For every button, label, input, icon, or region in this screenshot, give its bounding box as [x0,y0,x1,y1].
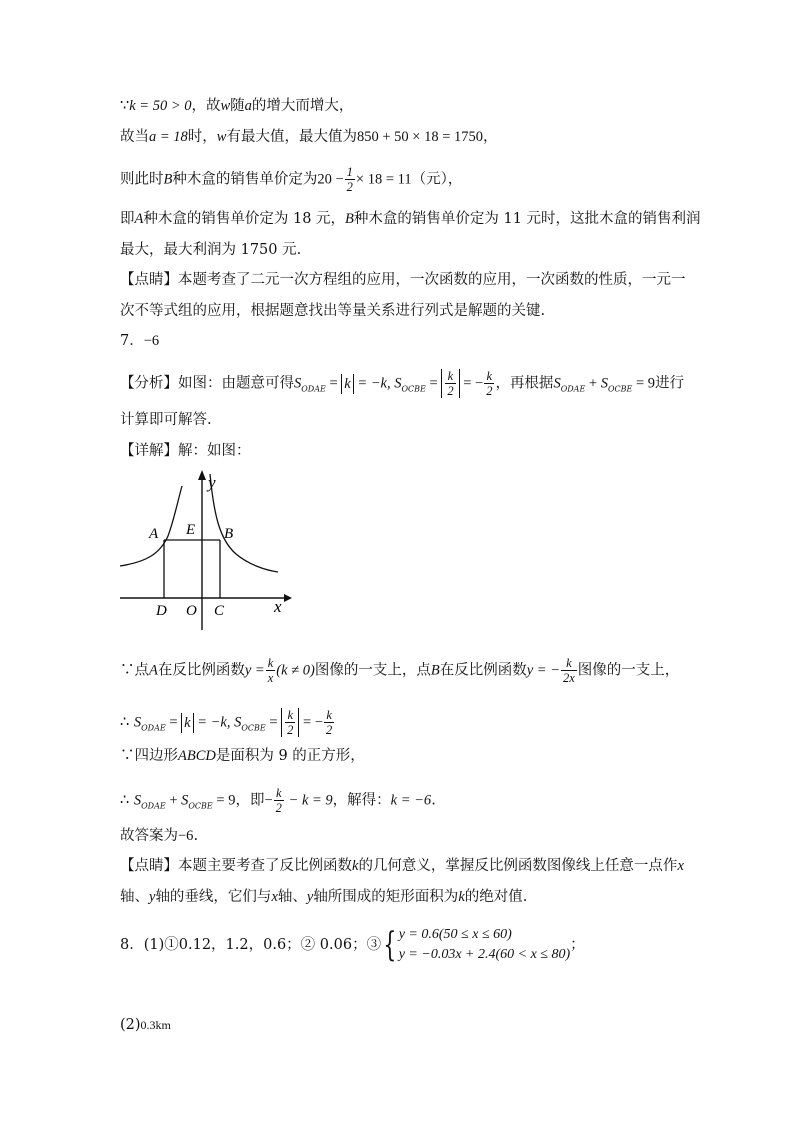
subscript: ODAE [560,384,586,394]
label-E: E [186,522,196,538]
line-analysis [120,369,684,399]
subscript: OCBE [401,384,426,394]
because-symbol: ∵ [120,748,135,764]
math-expr: k = −6 [390,792,432,809]
text: 是面积为 9 的正方形， [215,748,365,764]
text: 点 [134,662,149,679]
math-expr: y = − [526,662,560,679]
text: （元）， [411,171,463,188]
numerator: k [324,708,334,723]
text: 四边形 [134,748,178,764]
text: 图像的一支上， [577,662,680,679]
math-expr: = 9 [632,375,656,392]
answer: 0.3km [140,1018,171,1032]
hyperbola-figure [116,466,296,636]
math-expr: = [165,714,182,731]
text: 轴、 [120,889,149,905]
text: 随 [230,98,245,114]
line-b-price [120,165,462,194]
question-8-part-2 [120,1015,171,1035]
line-areas [120,708,335,738]
numerator: k [267,656,274,670]
line-comment-2: 次不等式组的应用，根据题意找出等量关系进行列式是解题的关键. [120,303,546,319]
math-var: S [600,375,608,392]
question-8-part-1 [120,925,585,965]
equation-2: y = −0.03x + 2.4(60 < x ≤ 80) [398,947,571,962]
text: 【点睛】本题主要考查了反比例函数 [120,858,352,874]
text: 轴、 [277,889,307,905]
subscript: ODAE [141,801,166,811]
denominator: 2 [287,723,294,737]
text: ，解得： [332,792,391,809]
math-expr: × 18 = 11 [355,171,412,188]
label-B: B [224,526,234,542]
line-solve [120,786,436,816]
math-var: x [271,889,278,905]
label-x: x [274,597,282,616]
text: ， [483,129,498,145]
subscript: ODAE [141,723,166,733]
line-max-value [120,127,498,147]
x-arrow-icon [284,594,292,602]
label-O: O [186,603,197,619]
numerator: k [561,656,577,671]
text: 故当 [120,129,149,145]
math-var: S [553,375,561,392]
abs-value: k [181,713,193,733]
math-expr: + [165,792,182,809]
text: 种木盒的销售单价定为 [172,171,318,188]
text: 在反比例函数 [157,662,245,679]
denominator: 2 [486,384,493,398]
numerator: k [445,369,455,384]
math-expr: = −k, [193,714,235,731]
line-conclusion [120,209,701,229]
math-expr: = − [459,375,484,392]
fraction [484,369,494,398]
text: 在反比例函数 [439,662,527,679]
text: 的绝对值. [464,889,528,905]
math-expr: = [325,375,342,392]
line-comment-1: 【点睛】本题考查了二元一次方程组的应用，一次函数的应用，一次函数的性质，一元一 [120,272,686,288]
abs-fraction [281,708,299,737]
denominator: 2 [447,384,454,398]
text: 图像的一支上，点 [314,662,431,679]
abs-value: k [341,374,353,394]
math-expr: 20 − [317,171,344,188]
math-var: A [149,662,158,679]
math-expr: = 9 [212,792,236,809]
line-k-positive [120,96,353,116]
fraction [561,656,577,685]
math-var: S [181,792,189,809]
because-symbol: ∵ [120,98,130,114]
math-var: B [345,211,354,227]
text: 种木盒的销售单价定为 11 元时，这批木盒的销售利润 [353,211,701,227]
fraction [266,656,276,685]
text: 【分析】如图：由题意可得 [120,375,294,392]
text: 则此时 [120,171,164,188]
math-expr: (k ≠ 0) [276,662,315,679]
denominator: 2 [326,723,333,737]
subscript: OCBE [607,384,633,394]
math-expr: − [264,792,273,809]
line-points-on-curves [120,656,679,685]
denominator: 2 [275,801,282,815]
therefore-symbol: ∴ [120,714,130,731]
math-var: w [216,129,227,145]
math-var: S [394,375,402,392]
math-expr: + [585,375,601,392]
text: (2) [120,1017,141,1033]
label-D: D [156,603,167,619]
label-y: y [208,473,216,492]
text: 的几何意义，掌握反比例函数图像线上任意一点作 [358,858,678,874]
math-var: y [306,889,314,905]
math-expr: − k = 9 [284,792,333,809]
math-var: B [430,662,440,679]
label-A: A [149,526,159,542]
subscript: OCBE [241,723,266,733]
fraction [324,708,334,737]
numerator: k [484,369,494,384]
math-expr: = −k, [353,375,395,392]
answer: −6 [178,828,194,844]
line-comment-4 [120,887,527,907]
text: 种木盒的销售单价定为 18 元， [143,211,346,227]
math-var: S [133,714,142,731]
line-comment-3 [120,856,684,876]
line-detail-heading: 【详解】解：如图： [120,443,251,459]
equation-1: y = 0.6(50 ≤ x ≤ 60) [398,927,512,942]
brace-icon: { [383,925,397,965]
line-analysis-2: 计算即可解答. [120,412,212,428]
math-var: S [133,792,142,809]
fraction [445,369,455,398]
text: ，即 [235,792,265,809]
text: 轴所围成的矩形面积为 [313,889,459,905]
text: . [193,828,199,844]
math-var: w [220,98,231,114]
math-expr: = − [299,714,324,731]
math-expr: a = 18 [149,129,188,145]
subscript: OCBE [188,801,213,811]
label-C: C [214,603,225,619]
text: 有最大值，最大值为 [226,129,357,145]
math-expr: = [265,714,282,731]
text: 进行 [655,375,685,392]
numerator: k [285,708,295,723]
denominator: x [267,671,274,685]
therefore-symbol: ∴ [120,792,130,809]
text: 8．(1)①0.12，1.2，0.6；② 0.06；③ [120,937,382,953]
math-expr: 850 + 50 × 18 = 1750 [356,129,484,145]
line-final-answer [120,826,198,846]
text: 即 [120,211,135,227]
math-var: S [234,714,242,731]
denominator: 2x [562,671,575,685]
math-var: y [149,889,156,905]
math-var: S [294,375,302,392]
abs-fraction [441,369,459,398]
y-arrow-icon [198,470,206,480]
math-var: B [163,171,173,188]
text: ，再根据 [495,375,554,392]
text: ，故 [191,98,221,114]
denominator: 2 [346,180,353,194]
text: 轴的垂线，它们与 [155,889,272,905]
math-expr: k = 50 > 0 [129,98,192,114]
math-var: A [134,211,144,227]
text: 时， [187,129,217,145]
math-expr: y = [244,662,265,679]
question-number: 7． [120,333,144,349]
equation-system [399,925,570,965]
because-symbol: ∵ [120,662,135,679]
math-var: x [677,858,684,874]
math-var: k [352,858,359,874]
numerator: 1 [346,165,353,179]
line-square [120,746,365,766]
text: ； [570,937,585,953]
math-var: k [458,889,465,905]
fraction [274,786,284,815]
math-var: a [244,98,252,114]
fraction [285,708,295,737]
math-var: ABCD [178,748,216,764]
line-conclusion-2: 最大，最大利润为 1750 元. [120,242,302,258]
fraction [345,165,355,194]
answer: −6 [143,333,160,349]
numerator: k [274,786,284,801]
math-expr: = [425,375,442,392]
question-7-answer [120,331,159,351]
text: 的增大而增大， [251,98,354,114]
subscript: ODAE [301,384,326,394]
text: 故答案为 [120,828,178,844]
text: . [431,792,436,809]
